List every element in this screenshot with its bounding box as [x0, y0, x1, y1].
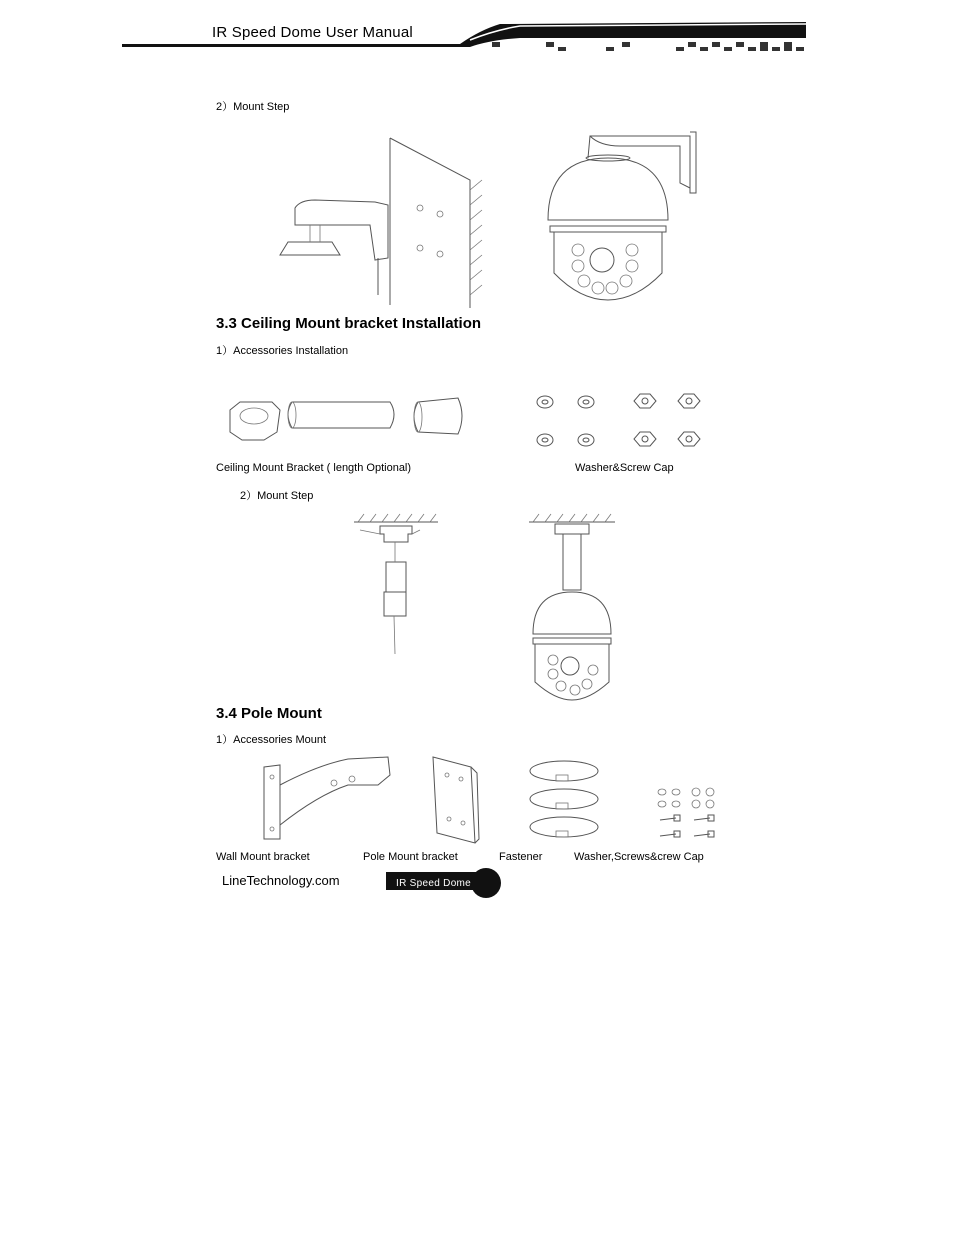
fastener-caption: Fastener — [499, 851, 543, 863]
ceiling-bracket-caption: Ceiling Mount Bracket ( length Optional) — [216, 462, 412, 474]
header-title: IR Speed Dome User Manual — [212, 24, 413, 41]
pole-mount-bracket-caption: Pole Mount bracket — [363, 851, 458, 863]
pole-mount-bracket-accessory — [425, 753, 485, 848]
wall-mount-bracket-accessory — [258, 755, 398, 845]
washer-screws-caption: Washer,Screws&crew Cap — [574, 851, 704, 863]
ceiling-mount-bracket-figure — [222, 392, 472, 452]
fastener-accessory — [526, 757, 606, 847]
washer-screw-cap-figure — [530, 390, 710, 450]
pole-mount-heading: 3.4 Pole Mount — [216, 705, 322, 722]
ceiling-mount-step-figure-right — [525, 512, 635, 702]
wall-mount-bracket-caption: Wall Mount bracket — [216, 851, 310, 863]
ceiling-mount-step-label: 2）Mount Step — [240, 490, 314, 502]
footer-site: LineTechnology.com — [222, 873, 340, 888]
pole-accessories-label: 1）Accessories Mount — [216, 734, 327, 746]
footer-badge-text: IR Speed Dome — [396, 878, 472, 889]
ceiling-mount-heading: 3.3 Ceiling Mount bracket Installation — [216, 315, 482, 332]
wall-mount-bracket-figure — [270, 130, 490, 310]
wall-mount-dome-figure — [540, 128, 720, 308]
ceiling-mount-step-figure-left — [350, 512, 450, 662]
header-decoration — [0, 0, 954, 60]
ceiling-accessories-label: 1）Accessories Installation — [216, 345, 349, 357]
washer-screws-cap-accessory — [654, 784, 724, 844]
washer-screw-cap-caption: Washer&Screw Cap — [575, 462, 674, 474]
wall-mount-step-label: 2）Mount Step — [216, 101, 290, 113]
